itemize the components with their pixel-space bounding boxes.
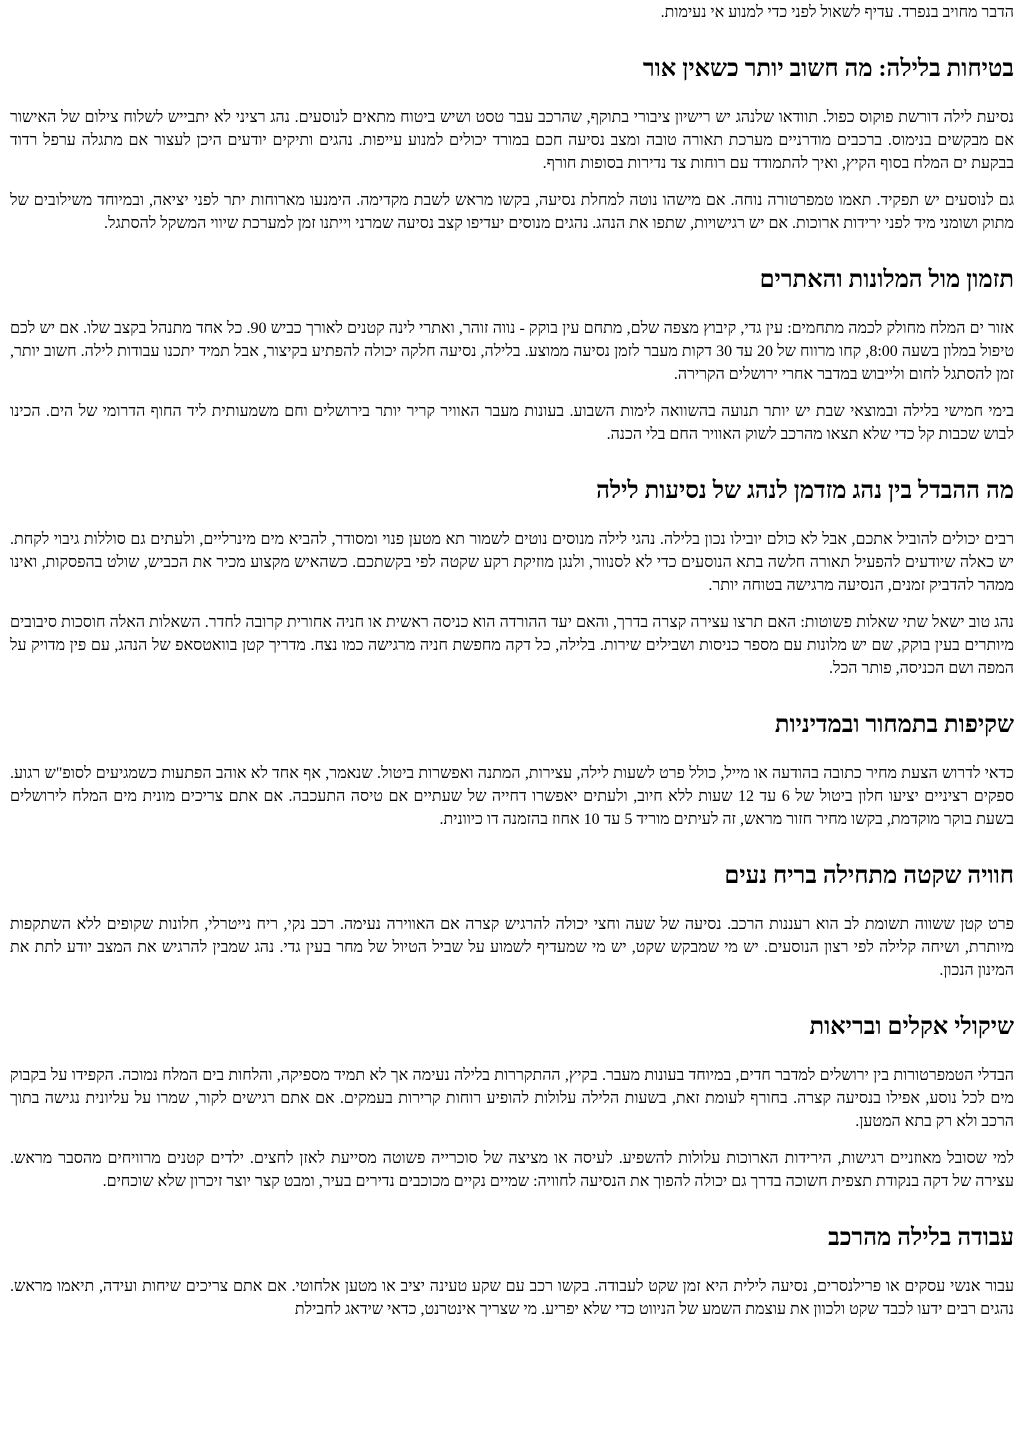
section-heading: בטיחות בלילה: מה חשוב יותר כשאין אור (642, 56, 1014, 82)
section-paragraph: אזור ים המלח מחולק לכמה מתחמים: עין גדי, קיבוץ מצפה שלם, מתחם עין בוקק - נווה זוהר, ואתרי לינה קטנים לאורך כביש 90. כל אחד מתנהל בקצב שלו. אם יש לכם טיפול במלון בשעה 8:00, קחו מרווח של 20 עד 30 דקות מעבר לזמן נסיעה ממוצע. בלילה, נסיעה חלקה יכולה להפתיע בקיצור, אבל תמיד יתכנו עבודות לילה. חשוב יותר, זמן להסתגל לחום ולייבוש במדבר אחרי ירושלים הקרירה. (10, 320, 1015, 383)
section-pleasant-ride (10, 861, 1014, 982)
section-heading: שקיפות בתמחור ובמדיניות (774, 712, 1014, 738)
section-paragraph: נהג טוב ישאל שתי שאלות פשוטות: האם תרצו עצירה קצרה בדרך, והאם יעד ההורדה הוא כניסה ראשית או חניה אחורית קרובה לחדר. השאלות האלה חוסכות סיבובים מיותרים בעין בוקק, שם יש מלונות עם מספר כניסות ושבילים שירות. בלילה, כל דקה מחפשת חניה מרגישה כמו נצח. מדריך קטן בוואטסאפ של הנהג, עם פין מדויק על המפה ושם הכניסה, פותר הכל. (10, 614, 1014, 677)
section-paragraph: בימי חמישי בלילה ובמוצאי שבת יש יותר תנועה בהשוואה לימות השבוע. בעונות מעבר האוויר קריר יותר בירושלים וחם משמעותית ליד החוף הדרומי של הים. הכינו לבוש שכבות קל כדי שלא תצאו מהרכב לשוק האוויר החם בלי הכנה. (10, 403, 1014, 443)
section-heading: תזמון מול המלונות והאתרים (759, 267, 1014, 293)
section-night-safety (10, 54, 1014, 235)
section-driver-difference (10, 476, 1014, 680)
section-pricing (10, 710, 1014, 831)
section-heading: מה ההבדל בין נהג מזדמן לנהג של נסיעות לילה (596, 478, 1014, 504)
section-paragraph: רבים יכולים להוביל אתכם, אבל לא כולם יובילו נכון בלילה. נהגי לילה מנוסים נוטים לשמור תא מטען פנוי ומסודר, להביא מים מינרליים, ולעתים גם סוללות גיבוי לקחת. יש כאלה שיודעים להפעיל תאורה חלשה בתא הנוסעים כדי לא לסנוור, ולנגן מוזיקת רקע שקטה לפי בקשתכם. כשהאיש מקצוע מכיר את הכביש, שולט בהפסקות, ואינו ממהר להדביק זמנים, הנסיעה מרגישה בטוחה יותר. (10, 531, 1014, 594)
section-paragraph: למי שסובל מאוזניים רגישות, הירידות הארוכות עלולות להשפיע. לעיסה או מציצה של סוכרייה פשוטה מסייעת לאזן לחצים. ילדים קטנים מרוויחים מהסבר מראש. עצירה של דקה בנקודת תצפית חשוכה בדרך גם יכולה להפוך את הנסיעה לחוויה: שמיים נקיים מכוכבים נדירים בעיר, ומבט קצר יוצר זיכרון שלא שוכחים. (10, 1150, 1014, 1190)
section-climate-health (10, 1012, 1014, 1193)
article (10, 0, 1014, 1335)
section-paragraph: כדאי לדרוש הצעת מחיר כתובה בהודעה או מייל, כולל פרט לשעות לילה, עצירות, המתנה ואפשרות ביטול. שנאמר, אף אחד לא אוהב הפתעות כשמגיעים לסופ"ש רגוע. ספקים רציניים יציעו חלון ביטול של 6 עד 12 שעות ללא חיוב, ולעתים יאפשרו דחייה של שעתיים אם טיסה התעכבה. אם אתם צריכים מונית מים המלח לירושלים בשעת בוקר מוקדמת, בקשו מחיר חזור מראש, זה לעיתים מוריד 5 עד 10 אחוז בהזמנה דו כיוונית. (10, 765, 1015, 828)
section-paragraph: נסיעת לילה דורשת פוקוס כפול. תוודאו שלנהג יש רישיון ציבורי בתוקף, שהרכב עבר טסט ושיש ביטוח מתאים לנוסעים. נהג רציני לא יתבייש לשלוח צילום של האישור אם מבקשים בנימוס. ברכבים מודרניים מערכת תאורה טובה ומצב נסיעה חכם במורד יכולים למנוע עייפות. נהגים ותיקים יודעים היכן לעצור אם מתגלה ערפל רדוד בבקעת ים המלח בסוף הקיץ, ואיך להתמודד עם רוחות צד נדירות בסופות חורף. (10, 109, 1014, 172)
section-heading: עבודה בלילה מהרכב (828, 1225, 1014, 1251)
lead-paragraph: הדבר מחויב בנפרד. עדיף לשאול לפני כדי למנוע אי נעימות. (660, 4, 1014, 21)
section-heading: חוויה שקטה מתחילה בריח נעים (724, 863, 1014, 889)
section-heading: שיקולי אקלים ובריאות (809, 1014, 1014, 1040)
section-paragraph: עבור אנשי עסקים או פרילנסרים, נסיעה לילית היא זמן שקט לעבודה. בקשו רכב עם שקע טעינה יציב או מטען אלחוטי. אם אתם צריכים שיחות ועידה, תיאמו מראש. נהגים רבים ידעו לכבד שקט ולכוון את עוצמת השמע של הניווט כדי שלא יפריע. מי שצריך אינטרנט, כדאי שידאג לחבילת (10, 1278, 1014, 1318)
section-timing (10, 265, 1014, 446)
section-paragraph: גם לנוסעים יש תפקיד. תאמו טמפרטורה נוחה. אם מישהו נוטה למחלת נסיעה, בקשו מראש לשבת מקדימה. הימנעו מארוחות יתר לפני יציאה, ובמיוחד משילובים של מתוק ושומני מיד לפני ירידות ארוכות. אם יש רגישויות, שתפו את הנהג. נהגים מנוסים יעדיפו קצב נסיעה שמרני וייתנו זמן למערכת שיווי המשקל להסתגל. (10, 192, 1014, 232)
section-night-work (10, 1223, 1014, 1321)
section-paragraph: הבדלי הטמפרטורות בין ירושלים למדבר חדים, במיוחד בעונות מעבר. בקיץ, ההתקררות בלילה נעימה אך לא תמיד מספיקה, והלחות בים המלח נמוכה. הקפידו על בקבוק מים לכל נוסע, אפילו בנסיעה קצרה. בחורף לעומת זאת, בשעות הלילה עלולות להופיע רוחות קרירות בעמקים. אם אתם רגישים לקור, שמרו על עליונית נגישה בתוך הרכב ולא רק בתא המטען. (10, 1067, 1014, 1130)
section-paragraph: פרט קטן ששווה תשומת לב הוא רעננות הרכב. נסיעה של שעה וחצי יכולה להרגיש קצרה אם האווירה נעימה. רכב נקי, ריח נייטרלי, חלונות שקופים ללא השתקפות מיותרת, ושיחה קלילה לפי רצון הנוסעים. יש מי שמבקש שקט, יש מי שמעדיף לשמוע על שביל הטיול של מחר בעין גדי. נהג שמבין להרגיש את המצב יודע לתת את המינון הנכון. (10, 916, 1014, 979)
